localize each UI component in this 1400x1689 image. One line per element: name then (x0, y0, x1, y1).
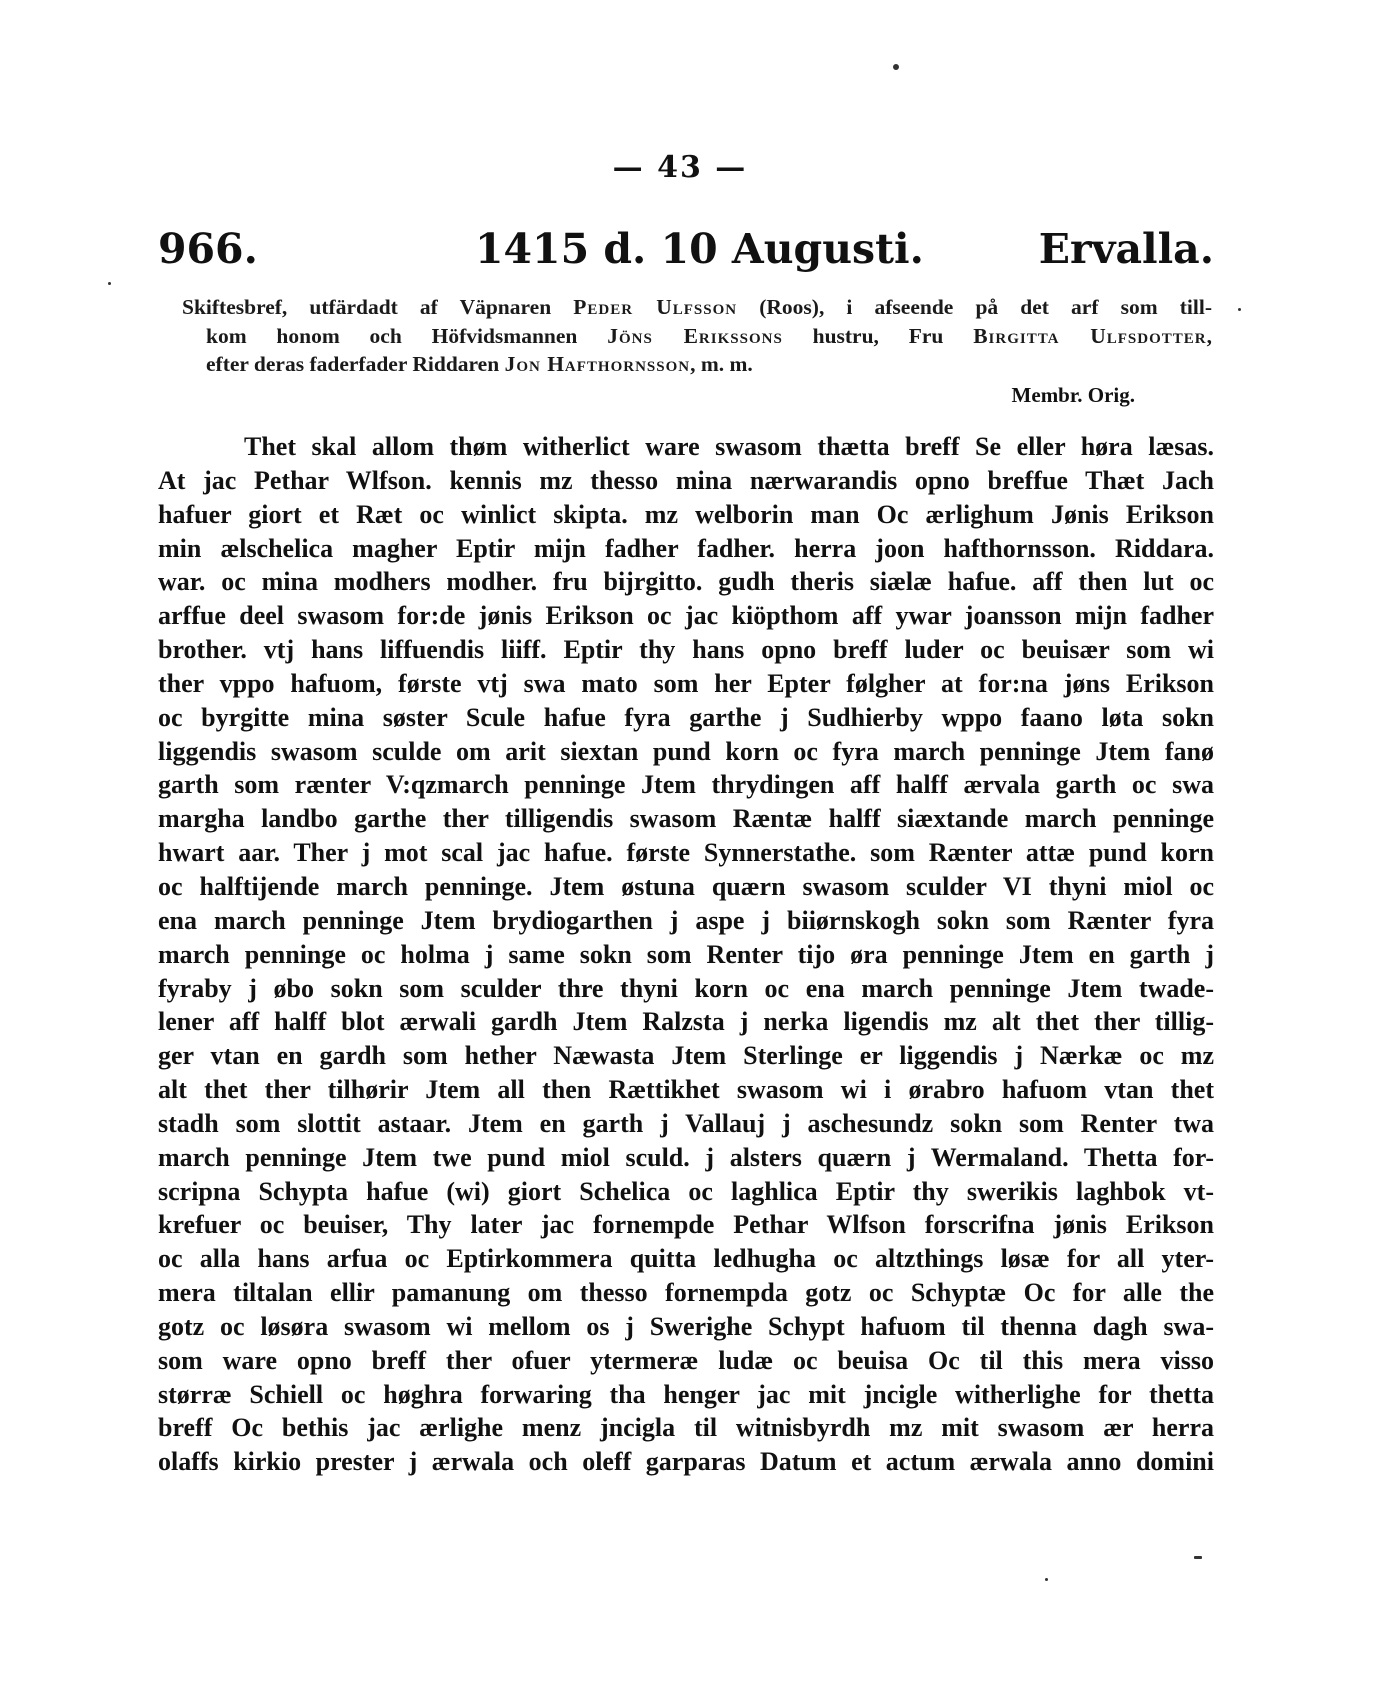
text-line: krefuer oc beuiser, Thy later jac fornempde Pethar Wlfson forscrifna jønis Erikson (158, 1210, 1214, 1240)
text-line: oc byrgitte mina søster Scule hafue fyra garthe j Sudhierby wppo faano løta sokn (158, 702, 1214, 732)
scan-speck (1194, 1556, 1202, 1559)
text-line: lener aff halff blot ærwali gardh Jtem Ralzsta j nerka ligendis mz alt thet ther tillig- (158, 1007, 1214, 1037)
person-name: Peder Ulfsson (573, 295, 738, 319)
text-line: liggendis swasom sculde om arit siextan pund korn oc fyra march penninge Jtem fanø (158, 736, 1214, 766)
person-name: Birgitta Ulfsdotter (973, 323, 1207, 348)
text-line: brother. vtj hans liffuendis liiff. Eptir thy hans opno breff luder oc beuisær som wi (158, 635, 1214, 665)
summary-line: Skiftesbref, utfärdadt af Väpnaren Peder Ulfsson (Roos), i afseende på det arf som till- (182, 295, 1213, 319)
text-line: march penninge oc holma j same sokn som Renter tijo øra penninge Jtem en garth j (158, 939, 1214, 969)
text-line: gotz oc løsøra swasom wi mellom os j Swerighe Schypt hafuom til thenna dagh swa- (158, 1311, 1214, 1341)
text-line: fyraby j øbo sokn som sculder thre thyni korn oc ena march penninge Jtem twade- (158, 973, 1214, 1003)
scan-speck (1045, 1578, 1048, 1581)
summary-line: kom honom och Höfvidsmannen Jöns Erikssons hustru, Fru Birgitta Ulfsdotter, (206, 323, 1212, 348)
text-line: garth som rænter V:qzmarch penninge Jtem thrydingen aff halff ærvala garth oc swa (158, 770, 1214, 800)
text-line: oc alla hans arfua oc Eptirkommera quitta ledhugha oc altzthings løsæ for all yter- (158, 1244, 1214, 1274)
entry-date: 1415 d. 10 Augusti. (475, 225, 924, 273)
entry-heading (152, 215, 1214, 275)
text-line: alt thet ther tilhørir Jtem all then Rættikhet swasom wi i ørabro hafuom vtan thet (158, 1075, 1214, 1105)
person-name: Jöns Erikssons (607, 323, 783, 348)
entry-place: Ervalla. (1038, 225, 1214, 273)
text-line: mera tiltalan ellir pamanung om thesso fornempda gotz oc Schyptæ Oc for alle the (158, 1278, 1214, 1308)
text-line: scripna Schypta hafue (wi) giort Schelica oc laghlica Eptir thy swerikis laghbok vt- (158, 1176, 1214, 1206)
text-line: Thet skal allom thøm witherlict ware swasom thætta breff Se eller høra læsas. (244, 432, 1214, 461)
scan-speck (1238, 308, 1241, 311)
charter-text (158, 430, 1214, 1479)
text-line: ena march penninge Jtem brydiogarthen j aspe j biiørnskogh sokn som Rænter fyra (158, 905, 1214, 935)
text-line: størræ Schiell oc høghra forwaring tha henger jac mit jncigle witherlighe for thetta (158, 1379, 1214, 1409)
text-line: som ware opno breff ther ofuer ytermeræ ludæ oc beuisa Oc til this mera visso (158, 1345, 1214, 1375)
summary-line: efter deras faderfader Riddaren Jon Hafthornsson, m. m. (206, 352, 753, 376)
entry-number: 966. (158, 225, 258, 273)
text-line: arffue deel swasom for:de jønis Erikson oc jac kiöpthom aff ywar joansson mijn fadher (158, 601, 1214, 631)
text-line: oc halftijende march penninge. Jtem østuna quærn swasom sculder VI thyni miol oc (158, 871, 1214, 901)
text-line: ger vtan en gardh som hether Næwasta Jtem Sterlinge er liggendis j Nærkæ oc mz (158, 1041, 1214, 1071)
source-note: Membr. Orig. (1011, 383, 1135, 407)
text-line: march penninge Jtem twe pund miol sculd. j alsters quærn j Wermaland. Thetta for- (158, 1142, 1214, 1172)
text-line: At jac Pethar Wlfson. kennis mz thesso mina nærwarandis opno breffue Thæt Jach (158, 465, 1214, 495)
scan-speck (893, 64, 899, 70)
scan-speck (108, 282, 111, 285)
text-line: olaffs kirkio prester j ærwala och oleff garparas Datum et actum ærwala anno domini (158, 1447, 1214, 1477)
text-line: hafuer giort et Ræt oc winlict skipta. mz welborin man Oc ærlighum Jønis Erikson (158, 499, 1214, 529)
text-line: breff Oc bethis jac ærlighe menz jncigla til witnisbyrdh mz mit swasom ær herra (158, 1413, 1214, 1443)
text-line: min ælschelica magher Eptir mijn fadher fadher. herra joon hafthornsson. Riddara. (158, 533, 1214, 563)
text-line: hwart aar. Ther j mot scal jac hafue. første Synnerstathe. som Rænter attæ pund korn (158, 838, 1214, 868)
text-line: war. oc mina modhers modher. fru bijrgitto. gudh theris siælæ hafue. aff then lut oc (158, 567, 1214, 597)
text-line: ther vppo hafuom, første vtj swa mato som her Epter følgher at for:na jøns Erikson (158, 668, 1214, 698)
person-name: Jon Hafthornsson (504, 352, 691, 376)
page-number: — 43 — (612, 150, 748, 185)
text-line: stadh som slottit astaar. Jtem en garth j Vallauj j aschesundz sokn som Renter twa (158, 1108, 1214, 1138)
entry-summary (182, 293, 1212, 379)
text-line: margha landbo garthe ther tilligendis swasom Ræntæ halff siæxtande march penninge (158, 804, 1214, 834)
